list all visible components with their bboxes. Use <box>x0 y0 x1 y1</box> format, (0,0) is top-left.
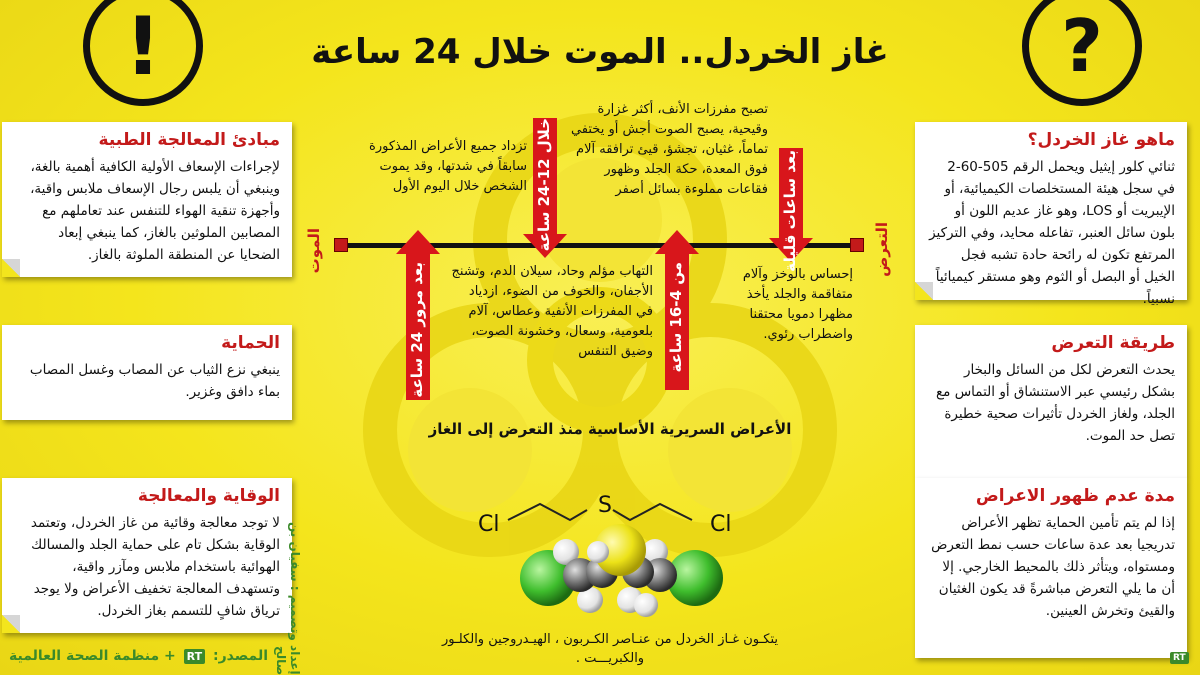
card-text: يحدث التعرض لكل من السائل والبخار بشكل رئيسي عبر الاستنشاق أو التماس مع الجلد، ولغاز الخردل تأثيرات صحية خطيرة تصل حد الموت. <box>935 362 1175 444</box>
symptoms-few-hours: إحساس بالوخز وآلام متفاقمة والجلد يأخذ مظهرا دمويا محتقنا واضطراب رئوي. <box>742 267 853 342</box>
question-mark-icon: ? <box>1022 0 1142 106</box>
source-plus: + <box>164 648 176 664</box>
card-heading: الحماية <box>221 333 280 353</box>
card-heading: الوقاية والمعالجة <box>137 486 280 506</box>
symptoms-12-24-hours: التهاب مؤلم وحاد، سيلان الدم، وتشنج الأجفان، والخوف من الضوء، ازدياد في المفرزات الأنفية وعطاس، آلام بلعومية، وسعال، وخشونة الصوت، وضيق التنفس <box>451 264 653 359</box>
card-heading: مدة عدم ظهور الاعراض <box>975 486 1175 506</box>
atom-label-chlorine-left: Cl <box>478 512 500 537</box>
molecule-composition-note: يتكـون غـاز الخردل من عنـاصر الكـربون ، الهيـدروجين والكلـور والكبريـــت . <box>441 632 779 666</box>
rt-corner-logo-icon: RT <box>1170 652 1189 664</box>
source-line <box>8 648 268 664</box>
card-text: لإجراءات الإسعاف الأولية الكافية أهمية بالغة، وينبغي أن يلبس رجال الإسعاف ملابس واقية، وأجهزة تنقية الهواء للتنفس عند تعاملهم مع المصابين الملوثين بالغاز، كما ينبغي إبعاد الضحايا عن المنطقة الملوثة بالغاز. <box>30 159 280 263</box>
card-text: ثنائي كلور إيثيل ويحمل الرقم 505-60-2 في سجل هيئة المستخلصات الكيميائية، أو الإيبريت أو LOS، وهو غاز عديم اللون أو بلون سائل العنبر، تفاعله محايد، وفي التركيز المرتفع تكون له رائحة حادة تشبه فجل الخيل أو البصل أو الثوم وهو مستقر كيميائياً نسبياً. <box>929 159 1175 307</box>
exclamation-mark-icon: ! <box>83 0 203 106</box>
symptoms-4-16-hours: تصبح مفرزات الأنف، أكثر غزارة وقيحية، يصبح الصوت أجش أو يختفي تماماً، غثيان، تجشؤ، قيئ ترافقه آلام فوق المعدة، حكة الجلد وظهور فقاعات مملوءة بسائل أصفر <box>570 102 768 197</box>
card-text: ينبغي نزع الثياب عن المصاب وغسل المصاب بماء دافق وغزير. <box>29 362 280 400</box>
arrow-label-text: بعد مرور 24 ساعة <box>408 262 426 398</box>
rt-logo-icon: RT <box>184 649 205 664</box>
symptoms-after-24-hours: تزداد جميع الأعراض المذكورة سابقاً في شدتها، وقد يموت الشخص خلال اليوم الأول <box>369 139 527 194</box>
card-heading: طريقة التعرض <box>1051 333 1175 353</box>
atom-label-sulfur: S <box>598 493 612 518</box>
card-heading: ماهو غاز الخردل؟ <box>1027 130 1175 150</box>
arrow-label-text: بعد ساعات قليلة <box>781 150 799 272</box>
mustard-gas-molecule-diagram <box>470 490 770 630</box>
timeline-caption: الأعراض السريرية الأساسية منذ التعرض إلى الغاز <box>428 420 792 438</box>
arrow-label-text: من 4-16 ساعة <box>667 262 685 373</box>
source-label: المصدر: <box>213 648 268 664</box>
card-text: إذا لم يتم تأمين الحماية تظهر الأعراض تدريجيا بعد عدة ساعات حسب نمط التعرض ومستواه، ويتأثر ذلك بالمحيط الخارجي. إلا أن ما يلي التعرض مباشرةً قد يكون الغثيان والقيئ وتخرش العينين. <box>931 515 1175 619</box>
card-text: لا توجد معالجة وقائية من غاز الخردل، وتعتمد الوقاية بشكل تام على حماية الجلد والمسالك الهوائية باستخدام ملابس ومآزر واقية، وتستهدف المعالجة تخفيف الأعراض ولا يوجد ترياق شافٍ للتسمم بغاز الخردل. <box>30 515 280 619</box>
arrow-label-text: خلال 12-24 ساعة <box>535 118 553 252</box>
design-credit: إعداد وتصميم : سفيان بن صالح <box>274 522 302 675</box>
source-organization: منظمة الصحة العالمية <box>9 648 160 664</box>
page-title: غاز الخردل.. الموت خلال 24 ساعة <box>311 32 889 72</box>
card-heading: مبادئ المعالجة الطبية <box>98 130 280 150</box>
timeline-start-label: التعرض <box>873 222 891 277</box>
timeline-end-label: الموت <box>305 228 323 274</box>
atom-label-chlorine-right: Cl <box>710 512 732 537</box>
